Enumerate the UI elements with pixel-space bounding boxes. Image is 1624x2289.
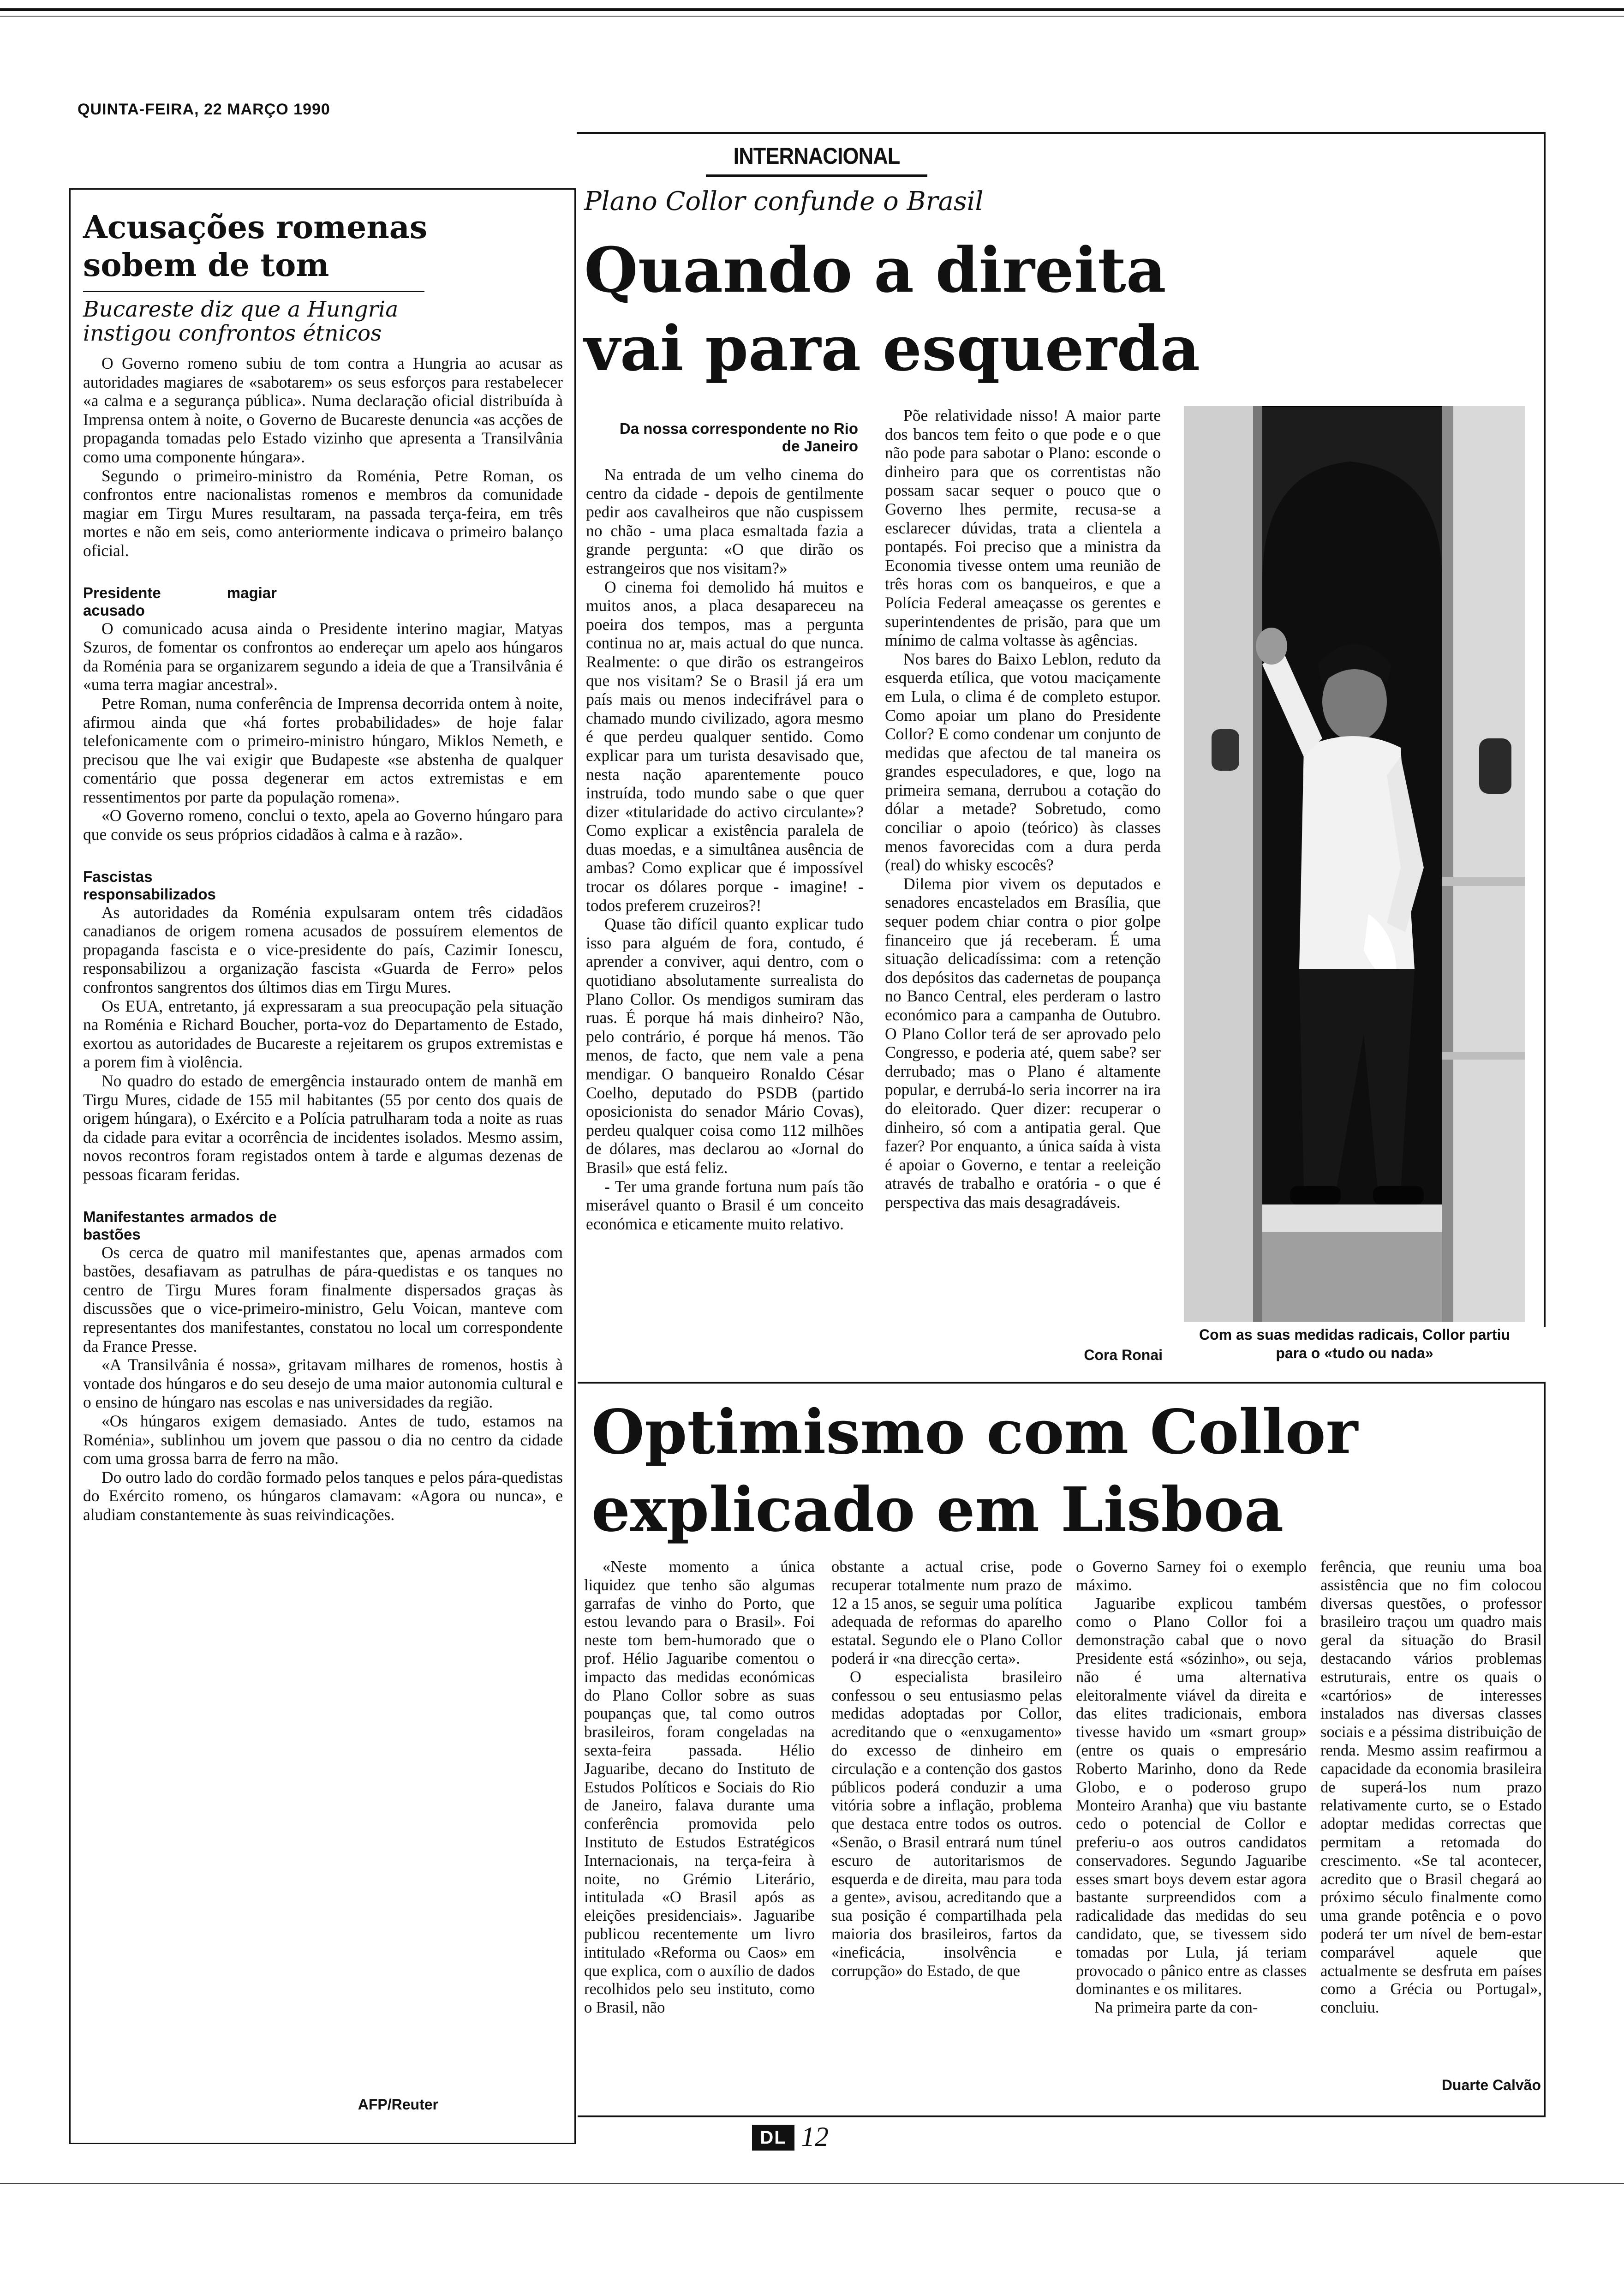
paragraph: Os cerca de quatro mil manifestantes que, apenas armados com bastões, desafiavam as patrulhas de pára-quedistas e os tanques no centro de Tirgu Mures foram finalmente dispersados graças às discussões que o vice-primeiro-ministro, Gelu Voican, manteve com representantes dos manifestantes, constatou no local um correspondente da France Presse.: [83, 1243, 563, 1355]
paragraph: ferência, que reuniu uma boa assistência que no fim colocou diversas questões, o professor brasileiro traçou um quadro mais geral da situação do Brasil destacando vários problemas estruturais, entre os quais o «cartórios» de interesses instalados nas diversas classes sociais e a péssima distribuição de renda. Mesmo assim reafirmou a capacidade da economia brasileira de superá-los num prazo relativamente curto, se o Estado adoptar medidas correctas que permitam a retomada do crescimento. «Se tal acontecer, acredito que o Brasil chegará ao próximo século finalmente como uma grande potência e o povo poderá ter um nível de bem-estar comparável aquele que actualmente se desfruta em países como a Grécia ou Portugal», concluiu.: [1320, 1558, 1542, 2017]
left-subhead: Presidente magiar acusado: [83, 584, 277, 619]
bottom-col-1: [584, 1558, 815, 2017]
footer-rule-right: [1544, 1382, 1546, 2117]
bottom-article-rule: [578, 1382, 1545, 1384]
left-article-body: [83, 354, 563, 1524]
paragraph: «A Transilvânia é nossa», gritavam milhares de romenos, hostis à vontade dos húngaros e do seu desejo de uma maior autonomia cultural e o ensino de húngaro nas escolas e nas universidades da região.: [83, 1355, 563, 1412]
header-rule-right: [1544, 132, 1546, 1327]
paragraph: o Governo Sarney foi o exemplo máximo.: [1076, 1558, 1307, 1594]
paragraph: «O Governo romeno, conclui o texto, apela ao Governo húngaro para que convide os seus próprios cidadãos à calma e à razão».: [83, 806, 563, 844]
paragraph: Põe relatividade nisso! A maior parte dos bancos tem feito o que pode e o que não pode para sabotar o Plano: esconde o dinheiro para que os correntistas não possam sacar sequer o pouco que o Governo lhes permite, recusa-se a esclarecer dúvidas, trata a clientela a pontapés. Foi preciso que a ministra da Economia tivesse ontem uma reunião de três horas com os banqueiros, e que a Polícia Federal ameaçasse os gerentes e superintendentes de prisão, para que um mínimo de calma voltasse às agências.: [885, 406, 1161, 650]
top-border: [0, 8, 1624, 11]
page-logo: [752, 2125, 794, 2151]
paragraph: O especialista brasileiro confessou o seu entusiasmo pelas medidas adoptadas por Collor, acreditando que o «enxugamento» do excesso de dinheiro em circulação e a contenção dos gastos públicos poderá conduzir a uma vitória sobre a inflação, problema que destaca entre todos os outros. «Senão, o Brasil entrará num túnel escuro de autoritarismos de esquerda e de direita, mau para toda a gente», avisou, acreditando que a sua posição é compartilhada pela maioria dos brasileiros, fartos da «ineficácia, insolvência e corrupção» do Estado, de que: [831, 1668, 1062, 1980]
left-article: [83, 209, 563, 1524]
main-article-title: Quando a direita vai para esquerda: [584, 234, 1200, 385]
bottom-article-credit: Duarte Calvão: [1441, 2077, 1541, 2093]
paragraph: O comunicado acusa ainda o Presidente interino magiar, Matyas Szuros, de fomentar os confrontos ao endereçar um apelo aos húngaros da Roménia para se organizarem segundo a ideia de que a Transilvânia é «uma terra magiar ancestral».: [83, 619, 563, 694]
paragraph: obstante a actual crise, pode recuperar totalmente num prazo de 12 a 15 anos, se seguir uma política adequada de reformas do aparelho estatal. Segundo ele o Plano Collor poderá ir «na direcção certa».: [831, 1558, 1062, 1667]
top-border-thin: [0, 16, 1624, 17]
paragraph: Jaguaribe explicou também como o Plano Collor foi a demonstração cabal que o novo Presidente está «sózinho», ou seja, não é uma alternativa eleitoralmente viável da direita e das elites tradicionais, embora tivesse havido um «smart group» (entre os quais o empresário Roberto Marinho, dono da Rede Globo, e o poderoso grupo Monteiro Aranha) que viu bastante cedo o potencial de Collor e preferiu-o aos outros candidatos conservadores. Segundo Jaguaribe esses smart boys devem estar agora bastante surpreendidos com a radicalidade das medidas do seu candidato, que, se tivessem sido tomadas por Lula, já teriam provocado o pânico entre as classes dominantes e os militares.: [1076, 1594, 1307, 1998]
main-col-2: [885, 406, 1161, 1212]
main-article-kicker: Plano Collor confunde o Brasil: [584, 186, 984, 216]
paragraph: «Neste momento a única liquidez que tenho são algumas garrafas de vinho do Porto, que estou levando para o Brasil». Foi neste tom bem-humorado que o prof. Hélio Jaguaribe comentou o impacto das medidas económicas do Plano Collor sobre as suas poupanças que, tal como outros brasileiros, foram congeladas na sexta-feira passada. Hélio Jaguaribe, decano do Instituto de Estudos Políticos e Sociais do Rio de Janeiro, falava durante uma conferência promovida pelo Instituto de Estudos Estratégicos Internacionais, na terça-feira à noite, no Grémio Literário, intitulada «O Brasil após as eleições presidenciais». Jaguaribe publicou recentemente um livro intitulado «Reforma ou Caos» em que explica, com o auxílio de dados recolhidos pelo seu instituto, como o Brasil, não: [584, 1558, 815, 2017]
section-label: INTERNACIONAL: [733, 143, 900, 169]
left-title-rule: [83, 291, 424, 292]
page-bottom-rule: [0, 2183, 1624, 2184]
left-article-credit: AFP/Reuter: [358, 2096, 438, 2113]
paragraph: As autoridades da Roménia expulsaram ontem três cidadãos canadianos de origem romena acusados de possuírem elementos de propaganda fascista e o vice-presidente do país, Cazimir Ionescu, responsabilizou a organização fascista «Guarda de Ferro» pelos confrontos sangrentos dos últimos dias em Tirgu Mures.: [83, 903, 563, 997]
paragraph: Segundo o primeiro-ministro da Roménia, Petre Roman, os confrontos entre nacionalistas romenos e membros da comunidade magiar em Tirgu Mures resultaram, na passada terça-feira, em três mortes e não em seis, como anteriormente indicava o primeiro balanço oficial.: [83, 466, 563, 560]
footer-rule: [578, 2115, 1545, 2117]
main-article-dateline: Da nossa correspondente no Rio de Janeiro: [619, 420, 858, 455]
photo-collor-plane-door-icon: [1184, 406, 1525, 1322]
paragraph: Na primeira parte da con-: [1094, 1999, 1258, 2017]
paragraph: O cinema foi demolido há muitos e muitos anos, a placa desapareceu na poeira dos tempos, mas a pergunta continua no ar, mais actual do que nunca. Realmente: o que dirão os estrangeiros que nos visitam? Se o Brasil já era um país mais ou menos indecifrável para o chamado mundo civilizado, agora mesmo é que perdeu qualquer sentido. Como explicar para um turista desavisado que, nesta nação aparentemente pouco instruída, todo mundo sabe o que quer dizer «titularidade do activo circulante»? Como explicar a existência paralela de duas moedas, e a simultânea ausência de ambas? Como explicar que é impossível trocar os dólares porque - imagine! - todos preferem cruzeiros?!: [586, 577, 864, 915]
paragraph: Na entrada de um velho cinema do centro da cidade - depois de gentilmente pedir aos cavalheiros que não cuspissem no chão - uma placa esmaltada fazia a grande pergunta: «O que dirão os estrangeiros que nos visitam?»: [586, 465, 864, 577]
main-article-credit: Cora Ronai: [1084, 1347, 1163, 1363]
paragraph: No quadro do estado de emergência instaurado ontem de manhã em Tirgu Mures, cidade de 155 mil habitantes (55 por cento dos quais de origem húngara), o Exército e a Polícia patrulharam toda a noite as ruas da cidade para evitar a ocorrência de incidentes isolados. Mesmo assim, novos recontros foram registados ontem à tarde e algumas dezenas de pessoas ficaram feridas.: [83, 1072, 563, 1184]
main-col-1: [586, 465, 864, 1233]
page-logo-text: DL: [760, 2127, 787, 2148]
left-subhead: Manifestantes armados de bastões: [83, 1208, 277, 1243]
bottom-col-4: [1320, 1558, 1542, 2017]
header-rule: [577, 132, 1546, 134]
issue-date: QUINTA-FEIRA, 22 MARÇO 1990: [78, 101, 330, 118]
paragraph: «Os húngaros exigem demasiado. Antes de tudo, estamos na Roménia», sublinhou um jovem que passou o dia no centro da cidade com uma grossa barra de ferro na mão.: [83, 1411, 563, 1468]
paragraph: Petre Roman, numa conferência de Imprensa decorrida ontem à noite, afirmou ainda que «há fortes probabilidades» de hoje falar telefonicamente com o primeiro-ministro húngaro, Miklos Nemeth, e precisou que lhe vai exigir que Budapeste «se abstenha de qualquer comentário que possa degenerar em actos extremistas e em ressentimentos por parte da população romena».: [83, 694, 563, 806]
bottom-col-2: [831, 1558, 1062, 1980]
photo-caption: Com as suas medidas radicais, Collor partiu para o «tudo ou nada»: [1199, 1326, 1510, 1361]
left-subhead: Fascistas responsabilizados: [83, 868, 216, 903]
left-article-title: Acusações romenas sobem de tom: [83, 209, 428, 284]
paragraph: Do outro lado do cordão formado pelos tanques e pelos pára-quedistas do Exército romeno, os húngaros clamavam: «Agora ou nunca», e aludiam constantemente às suas reivindicações.: [83, 1468, 563, 1524]
page-number: 12: [801, 2121, 829, 2152]
section-underline: [706, 174, 927, 177]
paragraph: Nos bares do Baixo Leblon, reduto da esquerda etílica, que votou maciçamente em Lula, o clima é de completo estupor. Como apoiar um plano do Presidente Collor? E como condenar um conjunto de medidas que afectou de tal maneira os grandes especuladores, e que, logo na primeira semana, derrubou a cotação do dólar a metade? Sobretudo, como conciliar o apoio (teórico) às classes menos favorecidas com a dura perda (real) do whisky escocês?: [885, 649, 1161, 875]
bottom-article-title: Optimismo com Collor explicado em Lisboa: [591, 1396, 1358, 1546]
paragraph: Os EUA, entretanto, já expressaram a sua preocupação pela situação na Roménia e Richard Boucher, porta-voz do Departamento de Estado, exortou as autoridades de Bucareste a rejeitarem os grupos extremistas e a porem fim à violência.: [83, 996, 563, 1072]
paragraph: Quase tão difícil quanto explicar tudo isso para alguém de fora, contudo, é aprender a conviver, aqui dentro, com o quotidiano absolutamente surrealista do Plano Collor. Os mendigos sumiram das ruas. É porque há mais dinheiro? Não, pelo contrário, é porque há menos. Tão menos, de facto, que nem vale a pena mendigar. O banqueiro Ronaldo César Coelho, deputado do PSDB (partido oposicionista do senador Mário Covas), perdeu qualquer coisa como 112 milhões de dólares, mas declarou ao «Jornal do Brasil» que está feliz.: [586, 915, 864, 1177]
paragraph: O Governo romeno subiu de tom contra a Hungria ao acusar as autoridades magiares de «sabotarem» os seus esforços para restabelecer «a calma e a segurança pública». Numa declaração oficial distribuída à Imprensa ontem à noite, o Governo de Bucareste denuncia «as acções de propaganda tomadas pelo Estado vizinho que apresenta a Transilvânia como uma componente húngara».: [83, 354, 563, 466]
paragraph: Dilema pior vivem os deputados e senadores encastelados em Brasília, que sequer podem chiar contra o pior golpe financeiro que já receberam. É uma situação delicadíssima: com a retenção dos depósitos das cadernetas de poupança no Banco Central, eles perderam o lastro económico para a campanha de Outubro. O Plano Collor terá de ser aprovado pelo Congresso, e poderia até, quem sabe? ser derrubado; mas o Plano é altamente popular, e derrubá-lo seria incorrer na ira do eleitorado. Quer dizer: recuperar o dinheiro, só com a antipatia geral. Que fazer? Por enquanto, a única saída à vista é apoiar o Governo, e tentar a reeleição através de trabalho e oratória - o que é perspectiva das mais desagradáveis.: [885, 874, 1161, 1211]
paragraph: - Ter uma grande fortuna num país tão miserável quanto o Brasil é um conceito económica e eticamente muito relativo.: [586, 1177, 864, 1233]
left-article-subtitle: Bucareste diz que a Hungria instigou confrontos étnicos: [83, 297, 399, 346]
bottom-col-3: [1076, 1558, 1307, 2017]
